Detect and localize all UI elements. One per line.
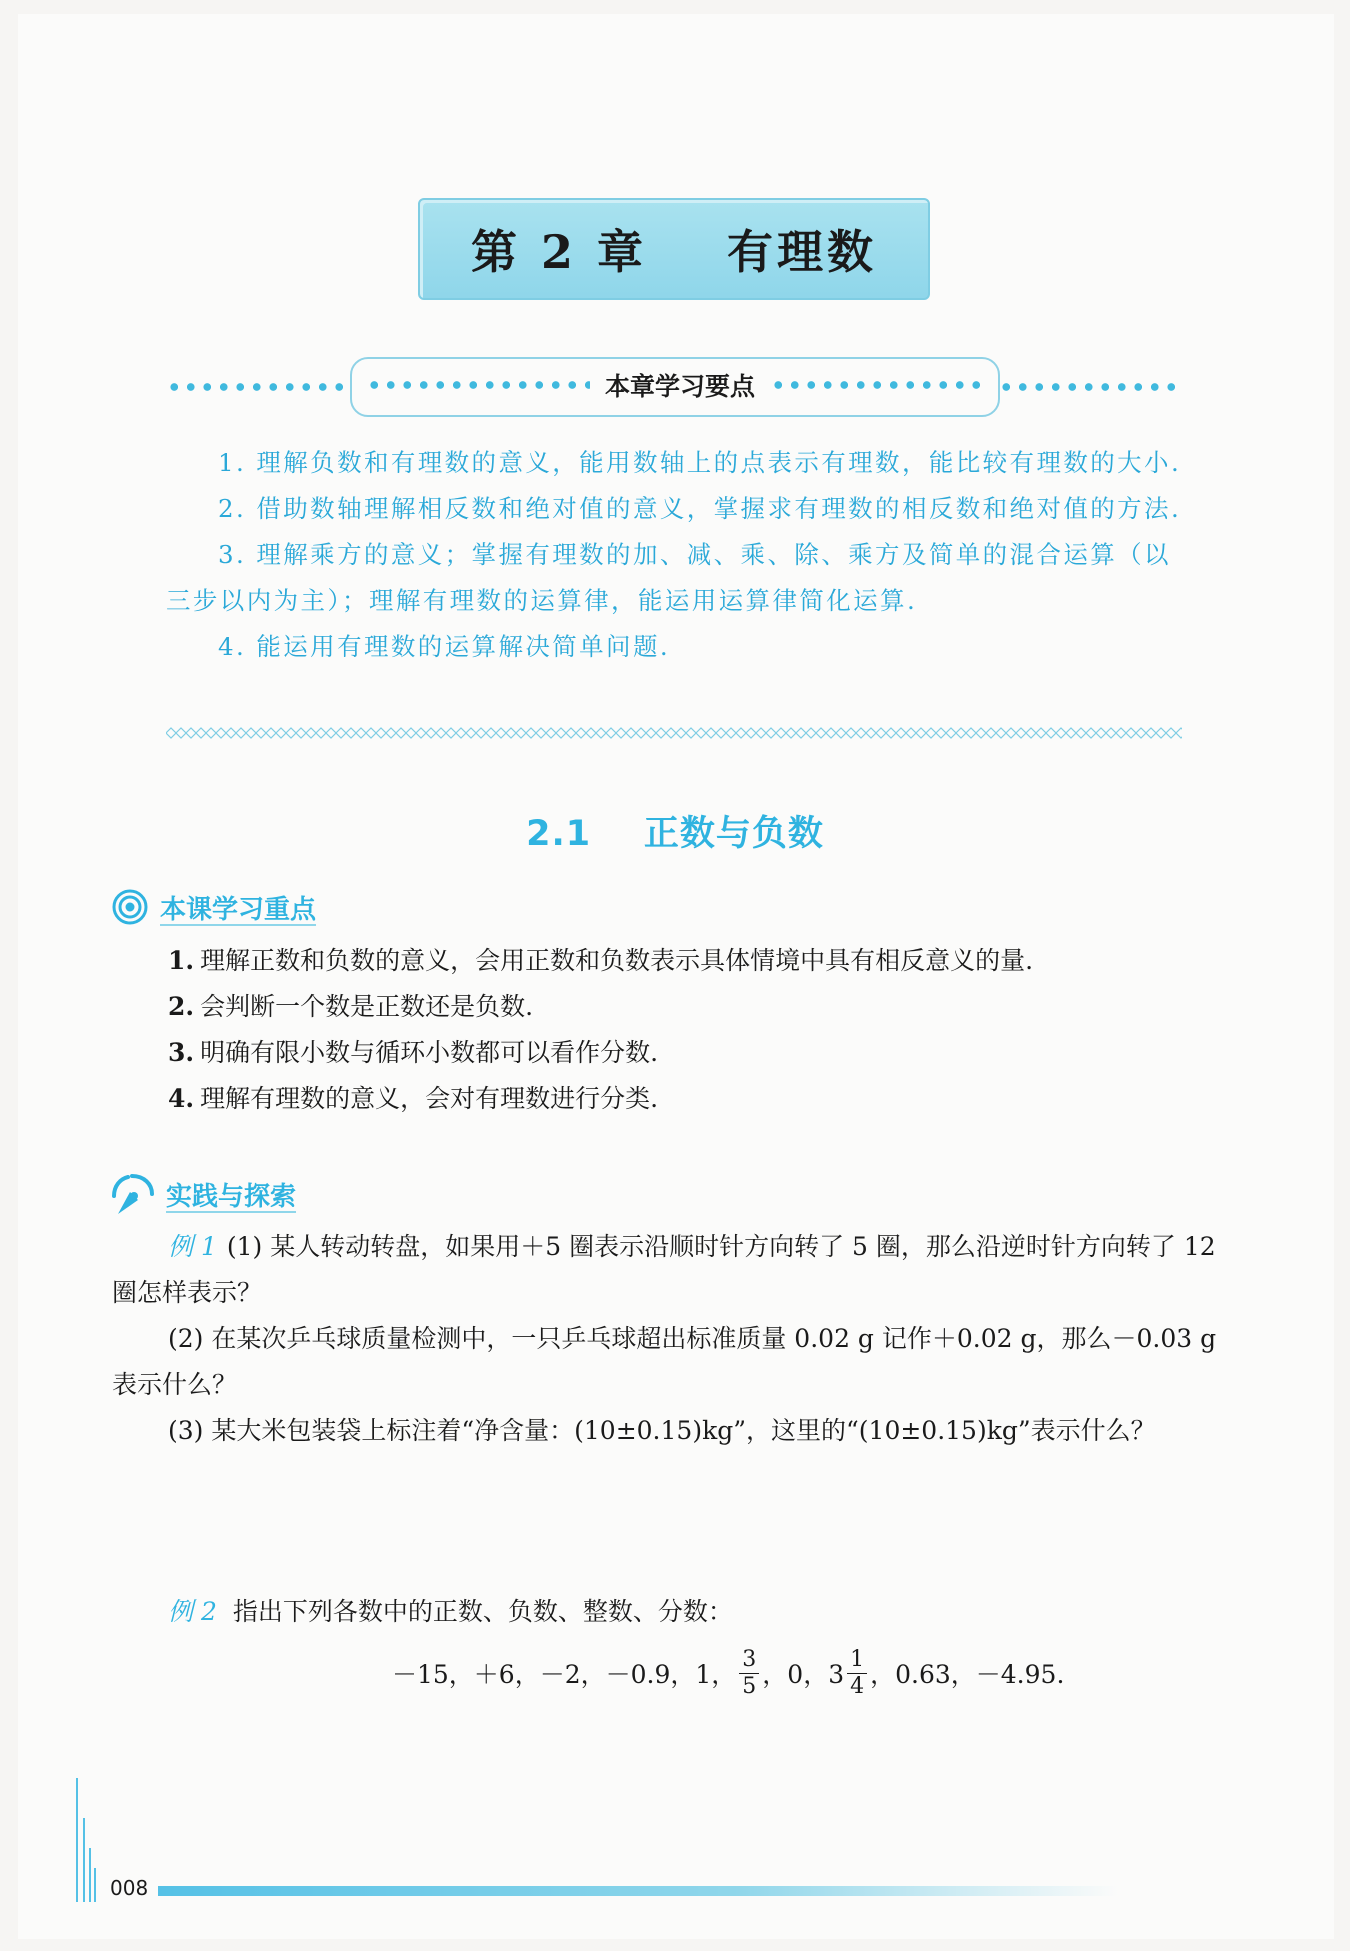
number-list (392, 1636, 1064, 1710)
lesson-point (168, 984, 1228, 1030)
chapter-points-header (350, 357, 1000, 417)
fraction-denominator: 5 (742, 1673, 757, 1699)
example-1-question-1 (112, 1224, 1240, 1316)
lesson-point-text: 明确有限小数与循环小数都可以看作分数. (200, 1038, 659, 1067)
chapter-point: 3. 理解乘方的意义；掌握有理数的加、减、乘、除、乘方及简单的混合运算（以三步以内为主）；理解有理数的运算律，能运用运算律简化运算. (166, 540, 1171, 615)
lesson-points-list (168, 938, 1228, 1122)
example-label: 例 1 (168, 1232, 217, 1261)
chapter-point: 2. 借助数轴理解相反数和绝对值的意义，掌握求有理数的相反数和绝对值的方法. (218, 494, 1182, 523)
chapter-point: 4. 能运用有理数的运算解决简单问题. (218, 632, 671, 661)
target-icon (112, 889, 148, 925)
example-2-prompt: 指出下列各数中的正数、负数、整数、分数： (232, 1597, 733, 1626)
fraction-denominator: 4 (850, 1673, 865, 1699)
practice-heading: 实践与探索 (166, 1182, 297, 1212)
dotted-divider (770, 380, 986, 390)
fraction (739, 1647, 759, 1700)
lesson-point-text: 理解正数和负数的意义，会用正数和负数表示具体情境中具有相反意义的量. (200, 946, 1034, 975)
dotted-divider-right (998, 382, 1182, 392)
footer-decoration (74, 1778, 98, 1902)
lesson-point (168, 1030, 1228, 1076)
number-list-part: ，0，3 (762, 1660, 845, 1689)
example-1-question-2: (2) 在某次乒乓球质量检测中，一只乒乓球超出标准质量 0.02 g 记作＋0.02 g，那么－0.03 g 表示什么？ (112, 1324, 1217, 1399)
number-list-part: ，0.63，－4.95. (870, 1660, 1065, 1689)
lesson-point-number: 1. (168, 946, 195, 975)
compass-icon (108, 1172, 156, 1218)
dotted-divider-left (166, 382, 348, 392)
lesson-point (168, 938, 1228, 984)
zigzag-divider (166, 726, 1182, 740)
example-2 (168, 1589, 733, 1635)
dotted-divider (366, 380, 590, 390)
number-list-part: －15，＋6，－2，－0.9，1， (392, 1660, 737, 1689)
lesson-point-number: 2. (168, 992, 195, 1021)
section-title: 2.1 正数与负数 (526, 814, 824, 854)
lesson-point (168, 1076, 1228, 1122)
chapter-points-list (166, 440, 1182, 670)
lesson-heading: 本课学习重点 (160, 895, 317, 925)
lesson-point-number: 3. (168, 1038, 195, 1067)
chapter-points-heading: 本章学习要点 (604, 372, 755, 401)
example-1 (112, 1224, 1240, 1454)
example-1-question-3: (3) 某大米包装袋上标注着“净含量：(10±0.15)kg”，这里的“(10±0.15)kg”表示什么？ (168, 1416, 1156, 1445)
page-number: 008 (110, 1876, 149, 1900)
fraction-numerator: 1 (847, 1647, 867, 1674)
lesson-point-number: 4. (168, 1084, 195, 1113)
chapter-title-banner (418, 198, 930, 300)
chapter-point: 1. 理解负数和有理数的意义，能用数轴上的点表示有理数，能比较有理数的大小. (218, 448, 1182, 477)
lesson-point-text: 理解有理数的意义，会对有理数进行分类. (200, 1084, 659, 1113)
chapter-title: 第 2 章 有理数 (470, 225, 878, 279)
example-label: 例 2 (168, 1597, 217, 1626)
footer-bar (158, 1886, 1118, 1896)
fraction-numerator: 3 (739, 1647, 759, 1674)
question-text: (1) 某人转动转盘，如果用＋5 圈表示沿顺时针方向转了 5 圈，那么沿逆时针方向转了 12 圈怎样表示？ (112, 1232, 1216, 1307)
lesson-point-text: 会判断一个数是正数还是负数. (200, 992, 534, 1021)
fraction (847, 1647, 867, 1700)
